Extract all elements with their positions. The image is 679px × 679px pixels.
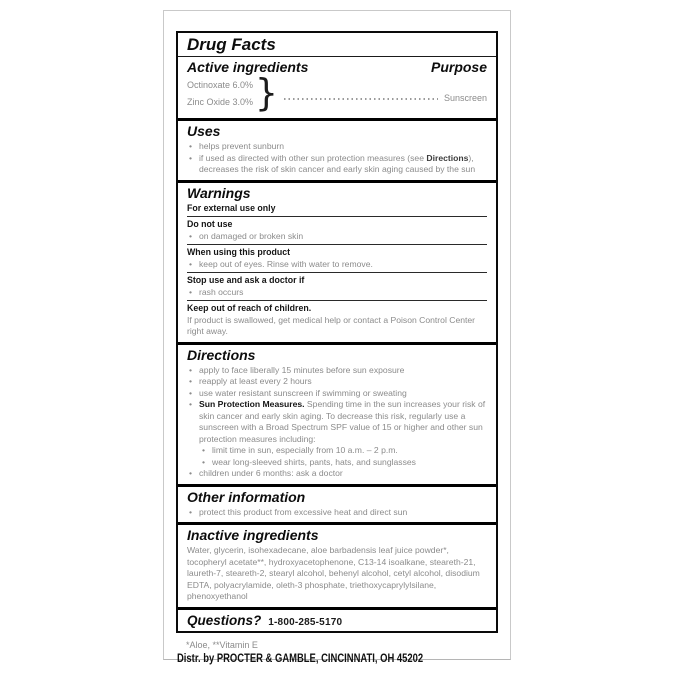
active-ingredients-heading: Active ingredients [187, 59, 309, 75]
active-ingredients-section [178, 57, 496, 118]
product-label-card [163, 10, 511, 665]
sun-protection-measures-text: Spending time in the sun increases your risk of skin cancer and early skin aging. To decrease this risk, regularly use a sunscreen with a Broad Spectrum SPF value of 15 or higher and other sun protection measures including: [199, 399, 486, 444]
warnings-heading: Warnings [187, 184, 251, 201]
uses-bullet-2-pre: if used as directed with other sun protection measures (see [199, 152, 427, 163]
title-section [178, 33, 496, 57]
divider [187, 300, 487, 301]
uses-heading: Uses [187, 123, 221, 139]
purpose-heading: Purpose [430, 59, 487, 75]
active-ingredient-zinc-oxide: Zinc Oxide 3.0% [187, 97, 254, 107]
uses-section [178, 118, 496, 180]
directions-section [178, 342, 496, 484]
purpose-value: Sunscreen [443, 93, 487, 103]
uses-directions-ref: Directions [426, 152, 469, 163]
when-using-heading: When using this product [187, 247, 291, 257]
directions-bullet-4 [187, 399, 487, 445]
divider [187, 272, 487, 273]
external-use-line: For external use only [187, 202, 276, 213]
inactive-ingredients-section [178, 522, 496, 607]
directions-heading: Directions [187, 346, 256, 363]
questions-heading: Questions? [187, 612, 262, 628]
brace-glyph: } [255, 71, 278, 115]
footnote-aloe-vitamin-e: *Aloe, **Vitamin E [186, 639, 258, 650]
questions-section [178, 607, 496, 631]
active-ingredient-names [187, 77, 253, 111]
active-ingredient-octinoxate: Octinoxate 6.0% [187, 80, 254, 90]
inactive-ingredients-heading: Inactive ingredients [187, 527, 319, 543]
directions-bullet-5: • children under 6 months: ask a doctor [187, 468, 487, 480]
uses-bullet-1: • helps prevent sunburn [187, 141, 487, 153]
directions-sub-bullet-2: • wear long-sleeved shirts, pants, hats, and sunglasses [200, 457, 487, 469]
divider [187, 216, 487, 217]
directions-bullet-3: • use water resistant sunscreen if swimming or sweating [187, 388, 487, 400]
keep-out-text: If product is swallowed, get medical help or contact a Poison Control Center right away. [187, 314, 476, 336]
uses-bullet-2 [187, 153, 487, 176]
drug-facts-box [176, 31, 498, 633]
directions-sub-bullet-1: • limit time in sun, especially from 10 a.m. – 2 p.m. [200, 445, 487, 457]
directions-bullet-1: • apply to face liberally 15 minutes before sun exposure [187, 365, 487, 377]
keep-out-heading: Keep out of reach of children. [187, 303, 312, 313]
active-ingredients-row [187, 71, 487, 115]
other-information-bullet: • protect this product from excessive heat and direct sun [187, 507, 487, 519]
when-using-bullet: • keep out of eyes. Rinse with water to remove. [187, 259, 487, 271]
sun-protection-measures-label: Sun Protection Measures. [199, 399, 305, 409]
directions-bullet-2: • reapply at least every 2 hours [187, 376, 487, 388]
do-not-use-bullet: • on damaged or broken skin [187, 231, 487, 243]
divider [187, 244, 487, 245]
stop-use-bullet: • rash occurs [187, 287, 487, 299]
other-information-section [178, 484, 496, 523]
stop-use-heading: Stop use and ask a doctor if [187, 275, 305, 285]
dotted-leader-line [284, 98, 438, 100]
do-not-use-heading: Do not use [187, 219, 233, 229]
other-information-heading: Other information [187, 488, 306, 505]
inactive-ingredients-text: Water, glycerin, isohexadecane, aloe barbadensis leaf juice powder*, tocopheryl acetate**, hydroxyacetophenone, C13-14 isoalkane, steareth-21, laureth-7, steareth-2, stearyl alcohol, behenyl alcohol, cetyl alcohol, disodium EDTA, polyacrylamide, oleth-3 phosphate, triethoxycaprylylsilane, phenoxyethanol [187, 545, 480, 601]
questions-phone-number: 1-800-285-5170 [268, 616, 343, 628]
warnings-section [178, 180, 496, 342]
distributor-line: Distr. by PROCTER & GAMBLE, CINCINNATI, OH 45202 [177, 652, 424, 665]
drug-facts-title: Drug Facts [187, 35, 276, 54]
uses-bullet-2-post: ), decreases the risk of skin cancer and early skin aging caused by the sun [199, 152, 476, 174]
